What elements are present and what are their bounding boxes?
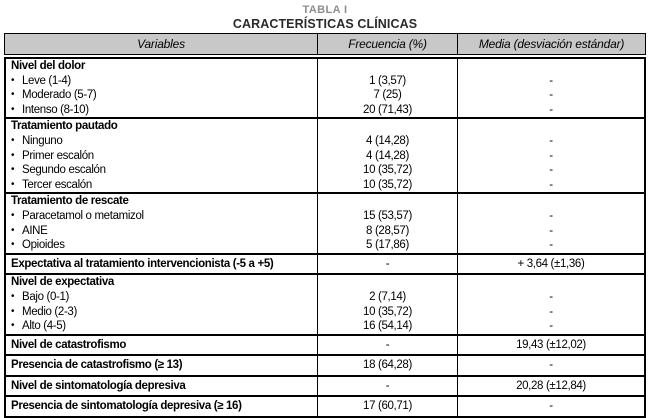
- row-media-value: -: [457, 238, 644, 253]
- row-label-item: [6, 209, 317, 224]
- row-label-item: [6, 290, 317, 305]
- row-frequency-value: 16 (54,14): [317, 319, 457, 334]
- row-label-text: Nivel de catastrofismo: [11, 338, 127, 351]
- row-media-value: -: [457, 88, 644, 103]
- table-row: [6, 88, 644, 103]
- row-label: [6, 192, 317, 209]
- row-label-item: [6, 305, 317, 320]
- row-frequency-value: 10 (35,72): [317, 163, 457, 178]
- row-media-value: -: [457, 149, 644, 164]
- page-title: CARACTERÍSTICAS CLÍNICAS: [232, 17, 418, 31]
- row-frequency-value: [317, 273, 457, 290]
- table-row: [6, 134, 644, 149]
- row-label-item: [6, 224, 317, 239]
- table-row: [6, 149, 644, 164]
- row-media-value: -: [457, 209, 644, 224]
- bullet-icon: •: [11, 89, 15, 101]
- row-frequency-value: 1 (3,57): [317, 74, 457, 89]
- table-row: [6, 74, 644, 89]
- bullet-icon: •: [11, 224, 15, 236]
- row-media-value: -: [457, 74, 644, 89]
- row-label-text: Segundo escalón: [22, 164, 106, 177]
- bullet-icon: •: [11, 209, 15, 221]
- row-media-value: -: [457, 319, 644, 334]
- row-label-text: AINE: [22, 224, 48, 237]
- row-label-text: Ninguno: [22, 134, 63, 147]
- table-header-row: [4, 33, 646, 55]
- table-row: [6, 103, 644, 118]
- row-label-text: Alto (4-5): [22, 320, 66, 333]
- row-frequency-value: 10 (35,72): [317, 305, 457, 320]
- bullet-icon: •: [11, 290, 15, 302]
- table-row: [6, 334, 644, 355]
- row-label: [6, 253, 317, 274]
- column-header-media: Media (desviación estándar): [457, 34, 645, 54]
- row-media-value: -: [457, 178, 644, 193]
- row-label-text: Presencia de catastrofismo (≥ 13): [11, 359, 183, 372]
- bullet-icon: •: [11, 239, 15, 251]
- table-row: [6, 192, 644, 209]
- row-label-text: Intenso (8-10): [22, 103, 89, 116]
- row-frequency-value: 5 (17,86): [317, 238, 457, 253]
- table-caption: [0, 0, 650, 31]
- row-label: [6, 334, 317, 355]
- table-row: [6, 59, 644, 74]
- bullet-icon: •: [11, 74, 15, 86]
- row-media-value: 20,28 (±12,84): [457, 375, 644, 396]
- table-row: [6, 178, 644, 193]
- row-label: [6, 395, 317, 416]
- row-frequency-value: [317, 59, 457, 74]
- row-media-value: 19,43 (±12,02): [457, 334, 644, 355]
- row-label-text: Nivel de expectativa: [11, 276, 114, 289]
- row-frequency-value: 17 (60,71): [317, 395, 457, 416]
- table-row: [6, 273, 644, 290]
- row-media-value: -: [457, 395, 644, 416]
- table-row: [6, 375, 644, 396]
- row-frequency-value: 20 (71,43): [317, 103, 457, 118]
- row-media-value: -: [457, 354, 644, 375]
- row-frequency-value: [317, 192, 457, 209]
- bullet-icon: •: [11, 149, 15, 161]
- table-row: [6, 354, 644, 375]
- table-row: [6, 209, 644, 224]
- row-label: [6, 59, 317, 74]
- table-row: [6, 395, 644, 416]
- bullet-icon: •: [11, 178, 15, 190]
- table-row: [6, 290, 644, 305]
- row-media-value: + 3,64 (±1,36): [457, 253, 644, 274]
- table-row: [6, 319, 644, 334]
- row-label-text: Moderado (5-7): [22, 89, 97, 102]
- row-label-item: [6, 134, 317, 149]
- row-media-value: [457, 117, 644, 134]
- column-header-variables: Variables: [137, 37, 185, 51]
- row-frequency-value: -: [317, 334, 457, 355]
- bullet-icon: •: [11, 164, 15, 176]
- row-media-value: [457, 273, 644, 290]
- row-label-text: Paracetamol o metamizol: [22, 209, 144, 222]
- bullet-icon: •: [11, 305, 15, 317]
- row-label: [6, 117, 317, 134]
- table-row: [6, 117, 644, 134]
- row-label-item: [6, 149, 317, 164]
- row-label-text: Opioides: [22, 239, 65, 252]
- row-label-text: Leve (1-4): [22, 74, 71, 87]
- row-label-item: [6, 178, 317, 193]
- row-frequency-value: 15 (53,57): [317, 209, 457, 224]
- row-frequency-value: 18 (64,28): [317, 354, 457, 375]
- column-header-frecuencia: Frecuencia (%): [317, 34, 457, 54]
- row-frequency-value: -: [317, 375, 457, 396]
- table-row: [6, 224, 644, 239]
- row-media-value: -: [457, 134, 644, 149]
- row-media-value: -: [457, 290, 644, 305]
- row-frequency-value: [317, 117, 457, 134]
- clinical-characteristics-table: [4, 33, 646, 418]
- row-frequency-value: 8 (28,57): [317, 224, 457, 239]
- row-label-text: Tratamiento pautado: [11, 120, 118, 133]
- row-label-text: Tercer escalón: [22, 178, 92, 191]
- table-row: [6, 305, 644, 320]
- row-media-value: -: [457, 224, 644, 239]
- row-frequency-value: 7 (25): [317, 88, 457, 103]
- row-label-item: [6, 163, 317, 178]
- row-label-text: Tratamiento de rescate: [11, 195, 129, 208]
- row-label-text: Nivel de sintomatología depresiva: [11, 379, 186, 392]
- row-label-text: Bajo (0-1): [22, 290, 69, 303]
- row-frequency-value: 10 (35,72): [317, 178, 457, 193]
- table-row: [6, 253, 644, 274]
- row-frequency-value: 2 (7,14): [317, 290, 457, 305]
- row-frequency-value: 4 (14,28): [317, 149, 457, 164]
- row-label: [6, 375, 317, 396]
- row-label-item: [6, 238, 317, 253]
- table-body: [4, 57, 646, 418]
- row-label-text: Primer escalón: [22, 149, 94, 162]
- bullet-icon: •: [11, 320, 15, 332]
- row-label-item: [6, 74, 317, 89]
- row-media-value: -: [457, 103, 644, 118]
- row-label-text: Expectativa al tratamiento intervencionista (-5 a +5): [11, 257, 274, 270]
- row-media-value: [457, 59, 644, 74]
- row-label: [6, 354, 317, 375]
- table-number: TABLA I: [302, 4, 348, 16]
- table-row: [6, 238, 644, 253]
- row-label-item: [6, 103, 317, 118]
- row-label-text: Medio (2-3): [22, 305, 77, 318]
- row-label-text: Presencia de sintomatología depresiva (≥ 16): [11, 400, 242, 413]
- table-row: [6, 163, 644, 178]
- row-frequency-value: -: [317, 253, 457, 274]
- row-label-item: [6, 88, 317, 103]
- row-media-value: [457, 192, 644, 209]
- bullet-icon: •: [11, 134, 15, 146]
- bullet-icon: •: [11, 103, 15, 115]
- row-media-value: -: [457, 163, 644, 178]
- row-label-item: [6, 319, 317, 334]
- row-label: [6, 273, 317, 290]
- row-label-text: Nivel del dolor: [11, 60, 85, 72]
- row-frequency-value: 4 (14,28): [317, 134, 457, 149]
- row-media-value: -: [457, 305, 644, 320]
